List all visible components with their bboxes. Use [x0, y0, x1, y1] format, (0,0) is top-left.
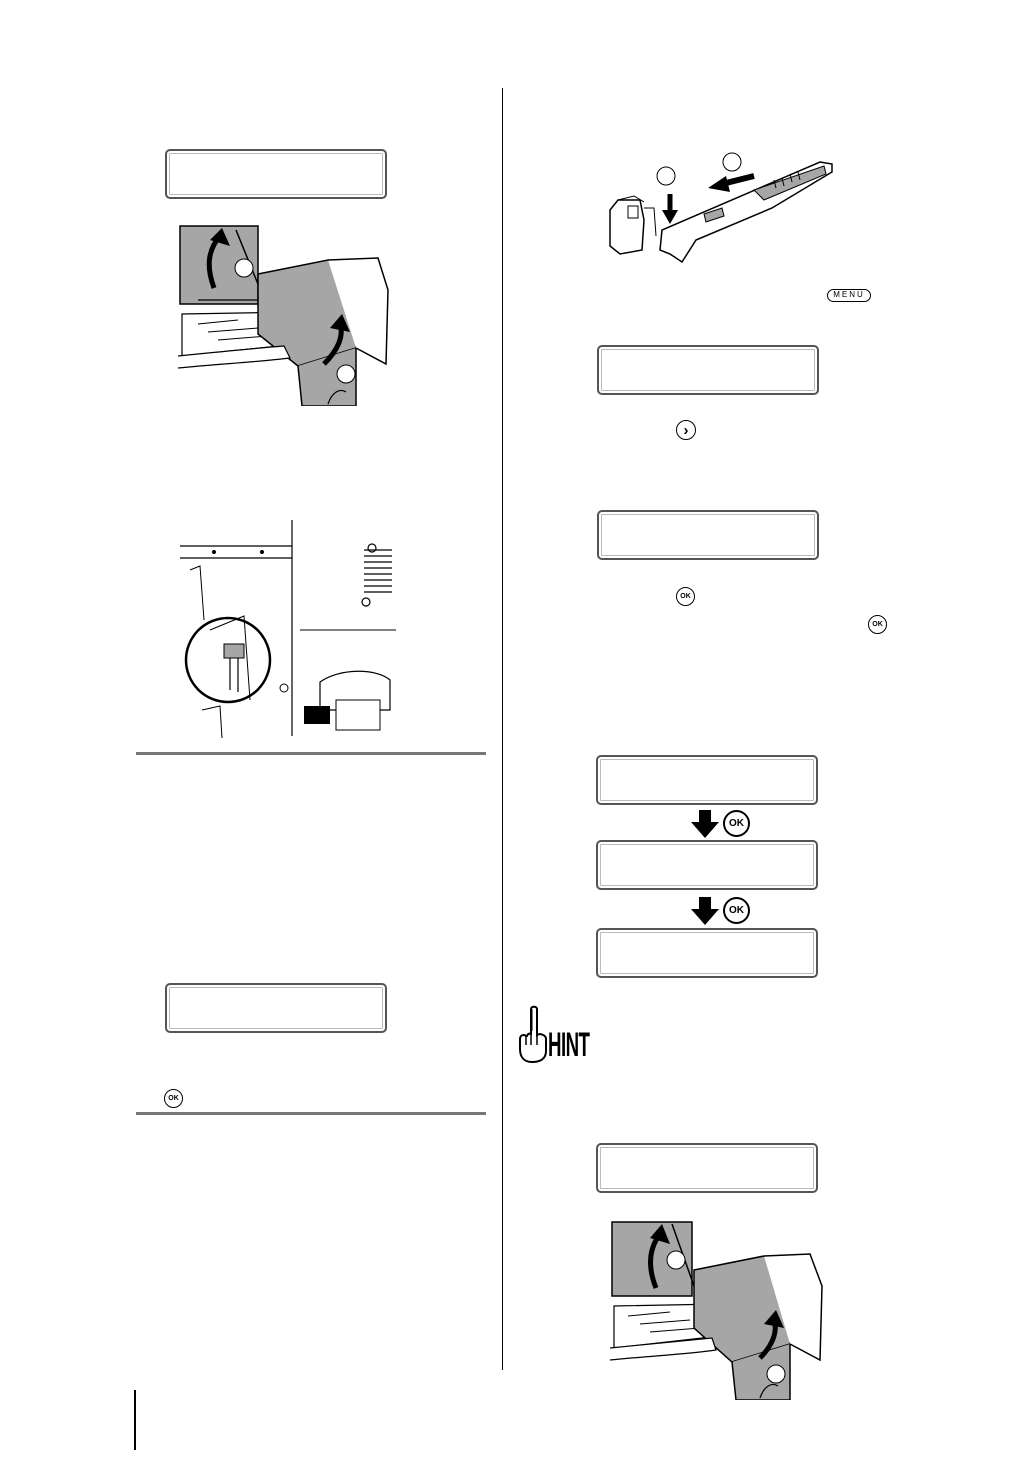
pointing-hand-icon	[518, 1005, 550, 1063]
lcd-display-8	[596, 1143, 818, 1193]
lcd-display-4	[597, 510, 819, 560]
menu-button-label: MENU	[833, 290, 865, 299]
hint-label: HINT	[548, 1026, 590, 1064]
page-margin-line	[134, 1390, 136, 1450]
lcd-display-5	[596, 755, 818, 805]
down-arrow-icon	[691, 810, 719, 838]
ok-button-label: OK	[729, 905, 744, 916]
ok-button-label: OK	[168, 1095, 179, 1102]
section-rule-top	[136, 752, 486, 755]
lcd-display-3	[597, 345, 819, 395]
printer-cover-open-figure	[178, 224, 394, 406]
next-button-label: ›	[683, 421, 689, 439]
ok-button-icon	[723, 897, 750, 924]
ok-button-label: OK	[872, 621, 883, 628]
lcd-display-6	[596, 840, 818, 890]
lcd-display-2	[165, 983, 387, 1033]
ok-button-icon	[868, 615, 887, 634]
down-arrow-icon	[691, 897, 719, 925]
menu-button-icon	[827, 289, 871, 302]
ok-button-icon	[164, 1089, 183, 1108]
column-divider	[502, 88, 503, 1370]
ok-button-icon	[723, 810, 750, 837]
chevron-right-circle-icon	[676, 420, 696, 440]
ok-button-icon	[676, 587, 695, 606]
ok-button-label: OK	[680, 593, 691, 600]
carriage-detail-figure	[180, 520, 396, 738]
lcd-display-1	[165, 149, 387, 199]
cutter-replacement-figure	[604, 150, 838, 268]
section-rule-bottom	[136, 1112, 486, 1115]
lcd-display-7	[596, 928, 818, 978]
printer-cover-close-figure	[610, 1220, 830, 1400]
ok-button-label: OK	[729, 818, 744, 829]
